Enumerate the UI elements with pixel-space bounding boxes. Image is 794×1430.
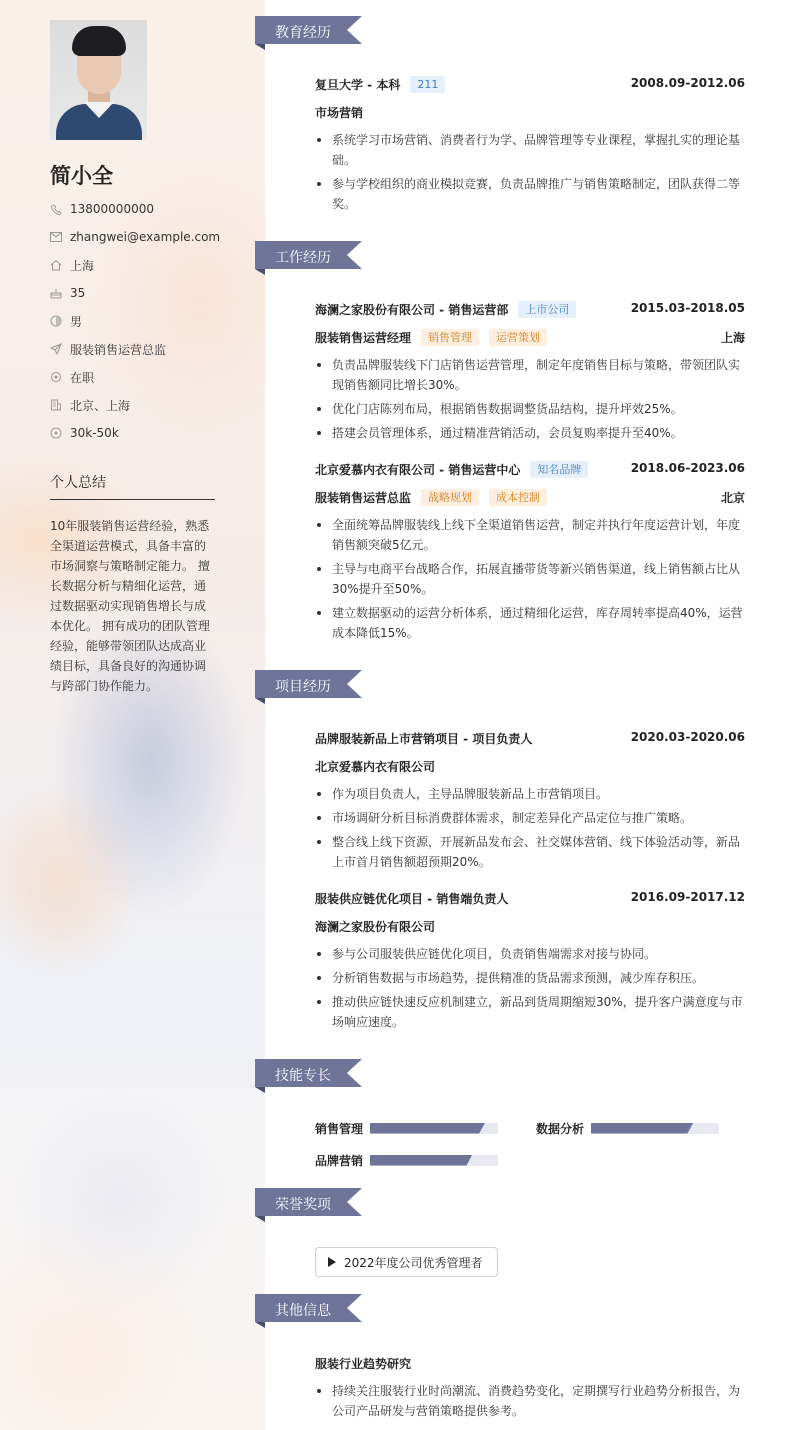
- work-bullets: [315, 515, 745, 643]
- award-item: 2022年度公司优秀管理者: [315, 1247, 498, 1277]
- skill-name: 销售管理: [315, 1121, 364, 1136]
- work-entry-1: [315, 299, 745, 447]
- project-title: 服装供应链优化项目 - 销售端负责人: [315, 891, 509, 906]
- info-gender: 男: [50, 312, 82, 330]
- project-title: 品牌服装新品上市营销项目 - 项目负责人: [315, 731, 533, 746]
- list-item: 搭建会员管理体系，通过精准营销活动，会员复购率提升至40%。: [315, 423, 745, 443]
- school-badge: 211: [410, 76, 445, 93]
- send-icon: [50, 343, 62, 355]
- work-bullets: [315, 355, 745, 443]
- work-location: 上海: [720, 331, 745, 345]
- skill-name: 品牌营销: [315, 1153, 364, 1168]
- other-bullets: [315, 1381, 745, 1421]
- avatar: [50, 20, 147, 140]
- project-bullets: [315, 944, 745, 1032]
- summary-title: 个人总结: [50, 472, 215, 500]
- company-name: 海澜之家股份有限公司 - 销售运营部: [315, 302, 509, 317]
- skill-bar-fill: [370, 1155, 472, 1166]
- role-tag: 运营策划: [489, 329, 547, 346]
- list-item: 市场调研分析目标消费群体需求，制定差异化产品定位与推广策略。: [315, 808, 745, 828]
- list-item: 整合线上线下资源，开展新品发布会、社交媒体营销、线下体验活动等，新品上市首月销售额超预期20%。: [315, 832, 745, 872]
- info-city: 上海: [50, 256, 94, 274]
- work-date: 2018.06-2023.06: [630, 461, 745, 475]
- job-role: 服装销售运营经理: [315, 330, 412, 345]
- home-icon: [50, 259, 62, 271]
- role-tag: 战略规划: [421, 489, 479, 506]
- work-date: 2015.03-2018.05: [630, 301, 745, 315]
- role-tag: 销售管理: [421, 329, 479, 346]
- info-salary: 30k-50k: [50, 424, 119, 442]
- job-role: 服装销售运营总监: [315, 490, 412, 505]
- skill-item: [315, 1121, 498, 1135]
- status-icon: [50, 371, 62, 383]
- project-entry-2: [315, 888, 745, 1036]
- company-name: 北京爱慕内衣有限公司 - 销售运营中心: [315, 462, 521, 477]
- project-entry-1: [315, 728, 745, 876]
- project-company: 海澜之家股份有限公司: [315, 919, 436, 934]
- project-bullets: [315, 784, 745, 872]
- role-tag: 成本控制: [489, 489, 547, 506]
- cake-icon: [50, 287, 62, 299]
- other-entry: [315, 1353, 745, 1425]
- list-item: 推动供应链快速反应机制建立，新品到货周期缩短30%，提升客户满意度与市场响应速度。: [315, 992, 745, 1032]
- other-title: 服装行业趋势研究: [315, 1356, 412, 1371]
- major: 市场营销: [315, 105, 364, 120]
- skill-item: [315, 1153, 498, 1167]
- building-icon: [50, 399, 62, 411]
- skill-bar: [591, 1123, 719, 1134]
- list-item: 系统学习市场营销、消费者行为学、品牌管理等专业课程，掌握扎实的理论基础。: [315, 130, 745, 170]
- list-item: 参与学校组织的商业模拟竞赛，负责品牌推广与销售策略制定，团队获得二等奖。: [315, 174, 745, 214]
- list-item: 作为项目负责人，主导品牌服装新品上市营销项目。: [315, 784, 745, 804]
- project-date: 2020.03-2020.06: [630, 730, 745, 744]
- list-item: 持续关注服装行业时尚潮流、消费趋势变化，定期撰写行业趋势分析报告，为公司产品研发与营销策略提供参考。: [315, 1381, 745, 1421]
- info-phone: 13800000000: [50, 200, 154, 218]
- list-item: 参与公司服装供应链优化项目，负责销售端需求对接与协同。: [315, 944, 745, 964]
- info-age: 35: [50, 284, 85, 302]
- sidebar: [0, 0, 265, 1430]
- coin-icon: [50, 427, 62, 439]
- work-location: 北京: [720, 491, 745, 505]
- list-item: 优化门店陈列布局，根据销售数据调整货品结构，提升坪效25%。: [315, 399, 745, 419]
- list-item: 负责品牌服装线下门店销售运营管理，制定年度销售目标与策略，带领团队实现销售额同比增长30%。: [315, 355, 745, 395]
- play-icon: [328, 1257, 336, 1267]
- skill-bar: [370, 1155, 498, 1166]
- education-bullets: [315, 130, 745, 214]
- list-item: 全面统筹品牌服装线上线下全渠道销售运营，制定并执行年度运营计划，年度销售额突破5亿元。: [315, 515, 745, 555]
- work-entry-2: [315, 459, 745, 647]
- candidate-name: 简小全: [50, 164, 113, 188]
- school-name: 复旦大学 - 本科: [315, 77, 401, 92]
- mail-icon: [50, 231, 62, 243]
- list-item: 分析销售数据与市场趋势，提供精准的货品需求预测，减少库存积压。: [315, 968, 745, 988]
- summary-text: 10年服装销售运营经验，熟悉全渠道运营模式，具备丰富的市场洞察与策略制定能力。 擅长数据分析与精细化运营，通过数据驱动实现销售增长与成本优化。 拥有成功的团队管理经验，能够带领团队达成高业绩目标，具备良好的沟通协调与跨部门协作能力。: [50, 519, 210, 693]
- sidebar-lower-panel: [0, 1088, 265, 1430]
- skill-bar-fill: [591, 1123, 693, 1134]
- project-date: 2016.09-2017.12: [630, 890, 745, 904]
- skill-bar: [370, 1123, 498, 1134]
- gender-icon: [50, 315, 62, 327]
- education-date: 2008.09-2012.06: [630, 76, 745, 90]
- company-badge: 上市公司: [518, 301, 576, 318]
- info-work-city: 北京、上海: [50, 396, 130, 414]
- project-company: 北京爱慕内衣有限公司: [315, 759, 436, 774]
- info-email: zhangwei@example.com: [50, 228, 220, 246]
- skill-name: 数据分析: [536, 1121, 585, 1136]
- skill-bar-fill: [370, 1123, 485, 1134]
- list-item: 主导与电商平台战略合作，拓展直播带货等新兴销售渠道，线上销售额占比从30%提升至50%。: [315, 559, 745, 599]
- skill-item: [536, 1121, 719, 1135]
- info-position: 服装销售运营总监: [50, 340, 166, 358]
- education-entry: [315, 74, 745, 218]
- list-item: 建立数据驱动的运营分析体系，通过精细化运营，库存周转率提高40%，运营成本降低15%。: [315, 603, 745, 643]
- company-badge: 知名品牌: [530, 461, 588, 478]
- info-status: 在职: [50, 368, 94, 386]
- phone-icon: [50, 203, 62, 215]
